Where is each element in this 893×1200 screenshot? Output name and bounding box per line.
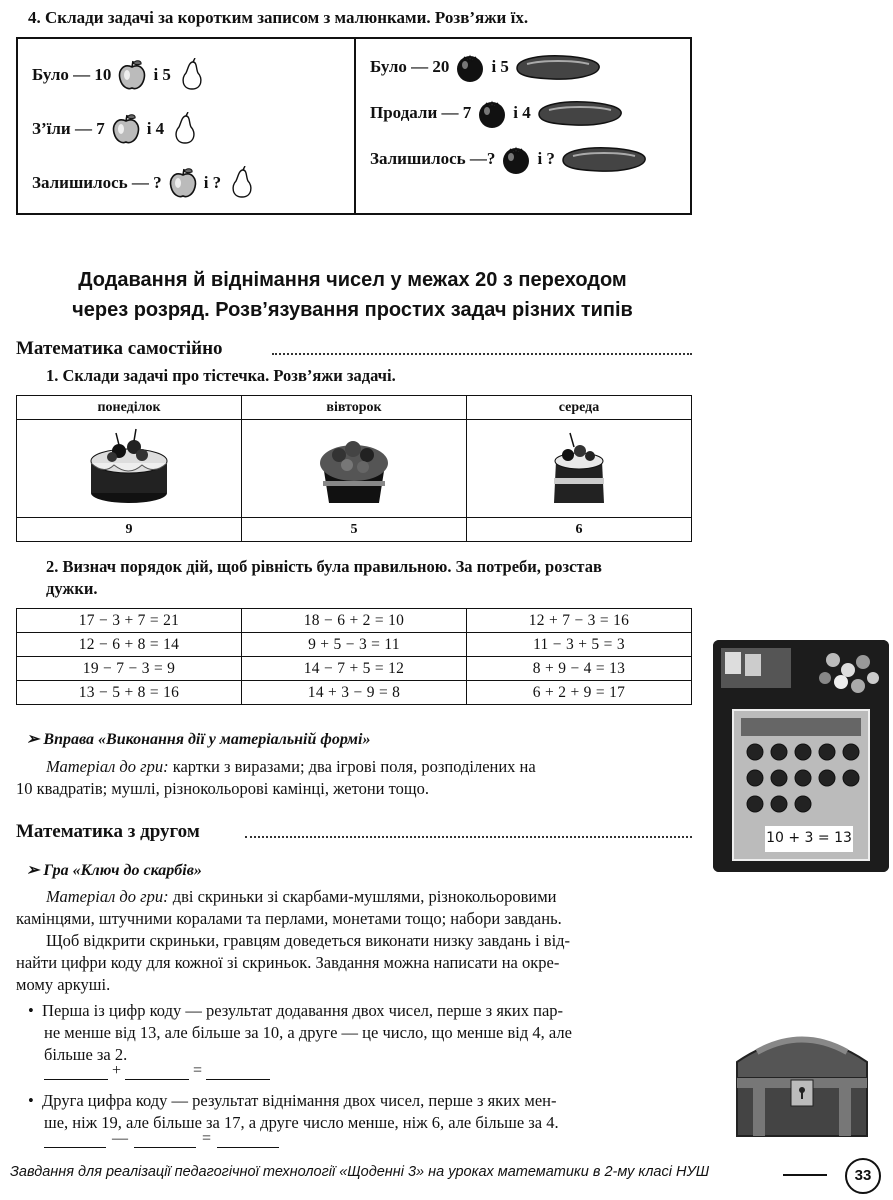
answer-blank[interactable]	[217, 1132, 279, 1148]
section-title-friend: Математика з другом	[16, 821, 200, 842]
cupcake-icon	[309, 423, 399, 509]
cake-image-3	[467, 420, 692, 518]
task4-right-row-3: Залишилось —? і ?	[370, 142, 649, 176]
treasure-chest-icon	[727, 1022, 877, 1142]
game-description: Матеріал до гри: дві скриньки зі скарбами-мушлями, різнокольоровими камінцями, штучними коралами та перлами, монетами тощо; набори завдань. Щоб відкрити скриньки, гравцям доведеться виконати низку завдань і від- найти цифри коду для кожної зі скриньок. Завдання можна написати на окре- мому аркуші.	[16, 887, 571, 994]
blank-line-2: — =	[44, 1130, 279, 1148]
answer-blank[interactable]	[125, 1064, 189, 1080]
game-title: ➢ Гра «Ключ до скарбів»	[26, 862, 202, 879]
cake-image-2	[242, 420, 467, 518]
apple-icon	[166, 166, 200, 200]
equation-cell: 17 − 3 + 7 = 21	[17, 609, 242, 633]
task4-left-row-1: Було — 10 і 5	[32, 58, 209, 92]
equation-cell: 12 − 6 + 8 = 14	[17, 633, 242, 657]
pear-icon	[175, 58, 209, 92]
bullet-1: • Перша із цифр коду — результат додавання двох чисел, перше з яких пар- не менше від 13, але більше за 10, а друге — це число, що менше від 4, але більше за 2.	[28, 1001, 572, 1064]
blank-line-1: + =	[44, 1062, 270, 1080]
apple-icon	[115, 58, 149, 92]
equation-cell: 19 − 7 − 3 = 9	[17, 657, 242, 681]
cakes-day-3: середа	[467, 396, 692, 420]
equation-cell: 12 + 7 − 3 = 16	[467, 609, 692, 633]
arrow-bullet-icon: ➢	[26, 731, 44, 748]
section-dots	[272, 353, 692, 355]
task4-left-row-2: З’їли — 7 і 4	[32, 112, 202, 146]
equation-cell: 9 + 5 − 3 = 11	[242, 633, 467, 657]
pastry-icon	[534, 423, 624, 509]
tomato-icon	[475, 96, 509, 130]
task4-right-row-2: Продали — 7 і 4	[370, 96, 625, 130]
bullet-dot-icon: •	[28, 1091, 43, 1110]
answer-blank[interactable]	[206, 1064, 270, 1080]
task4-title: 4. Склади задачі за коротким записом з малюнками. Розв’яжи їх.	[28, 8, 529, 27]
task4-left-row-3: Залишилось — ? і ?	[32, 166, 259, 200]
exercise-material: Матеріал до гри: картки з виразами; два ігрові поля, розподілених на 10 квадратів; мушлі, різнокольорові камінці, жетони тощо.	[16, 757, 536, 798]
equation-cell: 14 − 7 + 5 = 12	[242, 657, 467, 681]
equation-cell: 14 + 3 − 9 = 8	[242, 681, 467, 705]
cakes-count-2: 5	[242, 518, 467, 542]
tomato-icon	[453, 50, 487, 84]
arrow-bullet-icon: ➢	[26, 862, 44, 879]
task2-text: 2. Визнач порядок дій, щоб рівність була правильною. За потреби, розстав дужки.	[46, 557, 602, 598]
cucumber-icon	[513, 52, 603, 82]
tomato-icon	[499, 142, 533, 176]
equation-cell: 18 − 6 + 2 = 10	[242, 609, 467, 633]
equation-cell: 13 − 5 + 8 = 16	[17, 681, 242, 705]
answer-blank[interactable]	[44, 1064, 108, 1080]
cakes-count-1: 9	[17, 518, 242, 542]
section-dots	[245, 836, 692, 838]
answer-blank[interactable]	[44, 1132, 106, 1148]
answer-blank[interactable]	[134, 1132, 196, 1148]
equations-table	[16, 608, 692, 705]
cucumber-icon	[559, 144, 649, 174]
footer-rule	[783, 1174, 827, 1176]
task4-right-row-1: Було — 20 і 5	[370, 50, 603, 84]
lesson-title: Додавання й віднімання чисел у межах 20 з переходом через розряд. Розв’язування простих задач різних типів	[72, 269, 633, 321]
cucumber-icon	[535, 98, 625, 128]
task4-divider	[354, 37, 356, 215]
page-number: 33	[845, 1158, 881, 1194]
footer-text: Завдання для реалізації педагогічної технології «Щоденні 3» на уроках математики в 2-му класі НУШ	[10, 1164, 710, 1180]
pear-icon	[225, 166, 259, 200]
cake-icon	[84, 423, 174, 509]
apple-icon	[109, 112, 143, 146]
bullet-dot-icon: •	[28, 1001, 43, 1020]
game-board-photo	[713, 640, 889, 872]
bullet-2: • Друга цифра коду — результат віднімання двох чисел, перше з яких мен- ше, ніж 19, але більше за 17, а друге число менше, ніж 6, але більше за 4.	[28, 1091, 559, 1132]
pear-icon	[168, 112, 202, 146]
photo-expression: 10 + 3 = 13	[766, 830, 852, 846]
cakes-table	[16, 395, 692, 542]
cakes-day-2: вівторок	[242, 396, 467, 420]
exercise-title: ➢ Вправа «Виконання дії у матеріальній формі»	[26, 731, 371, 748]
equation-cell: 11 − 3 + 5 = 3	[467, 633, 692, 657]
task1-text: 1. Склади задачі про тістечка. Розв’яжи задачі.	[46, 366, 396, 385]
cakes-day-1: понеділок	[17, 396, 242, 420]
equation-cell: 6 + 2 + 9 = 17	[467, 681, 692, 705]
cake-image-1	[17, 420, 242, 518]
cakes-count-3: 6	[467, 518, 692, 542]
section-title-self: Математика самостійно	[16, 338, 223, 359]
equation-cell: 8 + 9 − 4 = 13	[467, 657, 692, 681]
